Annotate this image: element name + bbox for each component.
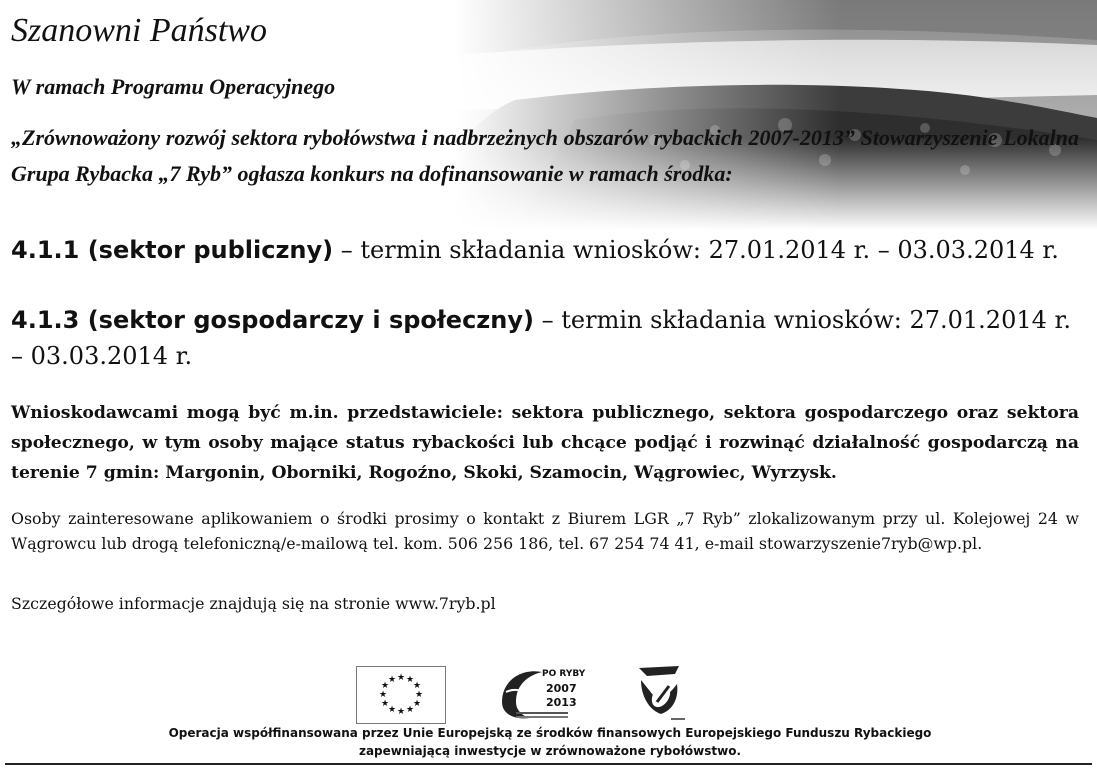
lake-landscape-photo xyxy=(455,0,1097,230)
lgr-7-ryb-logo-icon xyxy=(631,662,691,724)
svg-text:★: ★ xyxy=(412,699,422,709)
svg-text:★: ★ xyxy=(396,673,406,683)
program-announcement: „Zrównoważony rozwój sektora rybołówstwa i nadbrzeżnych obszarów rybackich 2007-2013” Stowarzyszenie Lokalna Grupa Rybacka „7 Ryb” ogłasza konkurs na dofinansowanie w ramach środka: xyxy=(11,125,1079,186)
deadline-dates: – termin składania wniosków: 27.01.2014 r. – 03.03.2014 r. xyxy=(11,306,1071,370)
eligible-applicants: Wnioskodawcami mogą być m.in. przedstawiciele: sektora publicznego, sektora gospodarczego oraz sektora społecznego, w tym osoby mające status rybackości lub chcące podjąć i rozwinąć działalność gospodarczą na terenie 7 gmin: Margonin, Oborniki, Rogoźno, Skoki, Szamocin, Wągrowiec, Wyrzysk. xyxy=(11,403,1079,483)
deadline-4-1-3 xyxy=(11,302,1079,374)
po-ryby-year-end: 2013 xyxy=(546,696,577,709)
svg-text:★: ★ xyxy=(405,675,415,685)
deadline-4-1-1 xyxy=(11,232,1079,268)
sponsor-logos xyxy=(356,662,696,724)
svg-text:★: ★ xyxy=(380,699,390,709)
deadline-dates: – termin składania wniosków: 27.01.2014 r. – 03.03.2014 r. xyxy=(333,236,1059,264)
greeting-heading: Szanowni Państwo xyxy=(11,12,267,49)
more-info-link[interactable]: Szczegółowe informacje znajdują się na stronie www.7ryb.pl xyxy=(11,594,496,613)
svg-text:★: ★ xyxy=(387,675,397,685)
svg-text:★: ★ xyxy=(396,707,406,717)
funding-line-2: zapewniającą inwestycje w zrównoważone rybołówstwo. xyxy=(358,744,742,758)
svg-text:★: ★ xyxy=(405,705,415,715)
po-ryby-year-start: 2007 xyxy=(546,682,577,695)
eu-flag-icon xyxy=(356,666,446,724)
measure-code: 4.1.1 (sektor publiczny) xyxy=(11,236,334,264)
svg-text:★: ★ xyxy=(414,690,424,700)
svg-text:★: ★ xyxy=(380,681,390,691)
bottom-divider xyxy=(5,763,1092,765)
funding-statement xyxy=(100,724,1000,760)
contact-info: Osoby zainteresowane aplikowaniem o środki prosimy o kontakt z Biurem LGR „7 Ryb” zlokalizowanym przy ul. Kolejowej 24 w Wągrowcu lub drogą telefoniczną/e-mailową tel. kom. 506 256 186, tel. 67 254 74 41, e-mail stowarzyszenie7ryb@wp.pl. xyxy=(11,509,1079,553)
svg-text:★: ★ xyxy=(412,681,422,691)
po-ryby-title: PO RYBY xyxy=(542,669,586,679)
funding-line-1: Operacja współfinansowana przez Unie Europejską ze środków finansowych Europejskiego Funduszu Rybackiego xyxy=(168,726,932,740)
measure-code: 4.1.3 (sektor gospodarczy i społeczny) xyxy=(11,306,534,334)
svg-text:★: ★ xyxy=(378,690,388,700)
program-intro: W ramach Programu Operacyjnego xyxy=(11,74,336,99)
po-ryby-logo-icon xyxy=(496,662,586,724)
svg-text:★: ★ xyxy=(387,705,397,715)
